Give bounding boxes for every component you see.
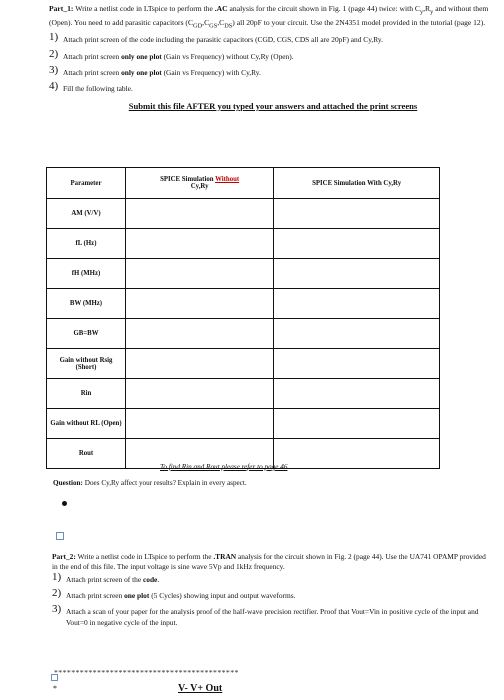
part1-intro-text: ,R: [423, 4, 431, 13]
table-row: [47, 289, 440, 319]
item-number: 3): [52, 603, 62, 616]
part1-intro-text: Write a netlist code in LTspice to perform the: [73, 4, 215, 13]
list-item: [49, 80, 497, 94]
answer-cell-with[interactable]: [274, 319, 440, 349]
subscript: GD: [193, 22, 203, 30]
question: [53, 479, 247, 487]
table-row: [47, 259, 440, 289]
checkbox[interactable]: [56, 532, 64, 540]
item-text: Attach print screen: [63, 51, 122, 61]
subscript: GS: [209, 22, 218, 30]
answer-cell-with[interactable]: [274, 439, 440, 469]
item-text: Attach print screen of the code including the parasitic capacitors (CGD, CGS, CDS all are 20pF) and Cy,Ry.: [63, 35, 383, 45]
parameter-cell: fL (Hz): [47, 229, 126, 259]
parameter-cell: Rout: [47, 439, 126, 469]
ac-keyword: .AC: [214, 4, 228, 13]
list-item: [52, 570, 492, 585]
parameter-cell: GB=BW: [47, 319, 126, 349]
parameter-cell: BW (MHz): [47, 289, 126, 319]
column-header-without: [126, 168, 274, 199]
header-without-label: Without: [215, 176, 240, 183]
table-row: [47, 409, 440, 439]
table-row: [47, 199, 440, 229]
parameter-cell: Gain without Rsig (Short): [47, 349, 126, 379]
list-item: [49, 47, 497, 62]
subscript: y: [430, 8, 434, 16]
part2-intro-text: Write a netlist code in LTspice to perform the: [75, 552, 214, 561]
item-text: Attach print screen: [66, 591, 125, 600]
table-row: [47, 379, 440, 409]
item-number: 3): [49, 64, 59, 77]
item-number: 1): [52, 570, 62, 583]
answer-cell-with[interactable]: [274, 349, 440, 379]
item-text: Attach print screen: [63, 68, 122, 78]
answer-cell-with[interactable]: [274, 259, 440, 289]
part2-section: [52, 552, 492, 634]
results-table: [46, 167, 440, 469]
answer-cell-with[interactable]: [274, 289, 440, 319]
parameter-cell: Gain without RL (Open): [47, 409, 126, 439]
table-row: [47, 319, 440, 349]
item-emphasis: one plot: [124, 591, 150, 600]
list-item: [52, 603, 492, 628]
part2-heading: Part_2:: [52, 552, 76, 561]
item-text: Attach print screen of the: [66, 574, 143, 584]
item-number: 1): [49, 31, 59, 44]
item-text: (5 Cycles) showing input and output waveforms.: [149, 591, 296, 600]
list-item: [49, 31, 497, 45]
answer-cell-without[interactable]: [126, 409, 274, 439]
item-emphasis: only one plot: [121, 68, 162, 78]
answer-cell-without[interactable]: [126, 229, 274, 259]
answer-cell-without[interactable]: [126, 319, 274, 349]
separator-stars: *******************************************: [54, 668, 239, 677]
part1-task-list: [49, 31, 497, 95]
item-text: (Gain vs Frequency) without Cy,Ry (Open).: [161, 51, 294, 61]
subscript: DS: [224, 22, 233, 30]
footer-equation: V- V+ Out: [178, 683, 223, 694]
star-marker: *: [53, 684, 57, 693]
item-number: 4): [49, 80, 59, 93]
part1-heading: Part_1:: [49, 4, 74, 13]
part1-intro-text: ,C: [217, 18, 225, 28]
question-text: Does Cy,Ry affect your results? Explain in every aspect.: [82, 479, 247, 487]
item-text: .: [157, 574, 160, 584]
part1-intro-text: and without them (Open). You need to add parasitic capacitors (C: [49, 4, 489, 28]
column-header-parameter: Parameter: [47, 168, 126, 199]
part2-intro-text: analysis for the circuit shown in Fig. 2 (page 44). Use the UA741 OPAMP provided in the end of this file. The input voltage is sine wave 5Vp and 1kHz frequency.: [52, 552, 486, 571]
part1-section: [49, 4, 497, 111]
header-text: SPICE Simulation: [160, 176, 214, 183]
table-row: [47, 229, 440, 259]
part1-intro: [49, 4, 497, 32]
item-text: Fill the following table.: [63, 84, 133, 94]
part1-intro-text: ) all 20pF to your circuit. Use the 2N4351 model provided in the tutorial (page 12).: [232, 18, 486, 28]
column-header-with: SPICE Simulation With Cy,Ry: [274, 168, 440, 199]
answer-cell-with[interactable]: [274, 199, 440, 229]
reference-note: To find Rin and Rout please refer to page 46: [160, 463, 288, 471]
item-emphasis: only one plot: [121, 51, 162, 61]
item-number: 2): [52, 587, 62, 599]
answer-cell-with[interactable]: [274, 409, 440, 439]
list-item: [49, 64, 497, 78]
answer-cell-without[interactable]: [126, 259, 274, 289]
answer-cell-without[interactable]: [126, 289, 274, 319]
bullet-point: [62, 501, 67, 506]
part1-intro-text: ,C: [202, 18, 210, 28]
item-text: Attach a scan of your paper for the analysis proof of the half-wave precision rectifier. Proof that Vout=Vin in positive cycle of the input and Vout=0 in negative cycle of the input.: [66, 607, 479, 627]
list-item: [52, 587, 492, 601]
item-emphasis: code: [142, 574, 158, 584]
parameter-cell: fH (MHz): [47, 259, 126, 289]
table-header-row: [47, 168, 440, 199]
item-number: 2): [49, 47, 59, 60]
parameter-cell: AM (V/V): [47, 199, 126, 229]
answer-cell-with[interactable]: [274, 379, 440, 409]
part2-intro: [52, 552, 492, 572]
part1-intro-text: analysis for the circuit shown in Fig. 1 (page 44) twice: with C: [227, 4, 420, 13]
answer-cell-without[interactable]: [126, 379, 274, 409]
answer-cell-without[interactable]: [126, 349, 274, 379]
parameter-cell: Rin: [47, 379, 126, 409]
subscript: y: [419, 8, 424, 16]
item-text: (Gain vs Frequency) with Cy,Ry.: [161, 68, 261, 78]
answer-cell-without[interactable]: [126, 199, 274, 229]
part2-task-list: [52, 570, 492, 629]
answer-cell-with[interactable]: [274, 229, 440, 259]
header-text: Cy,Ry: [190, 183, 209, 190]
submit-instruction: Submit this file AFTER you typed your answers and attached the print screens: [128, 100, 418, 111]
table-row: [47, 349, 440, 379]
question-label: Question:: [53, 479, 83, 487]
tran-keyword: .TRAN: [213, 552, 237, 561]
